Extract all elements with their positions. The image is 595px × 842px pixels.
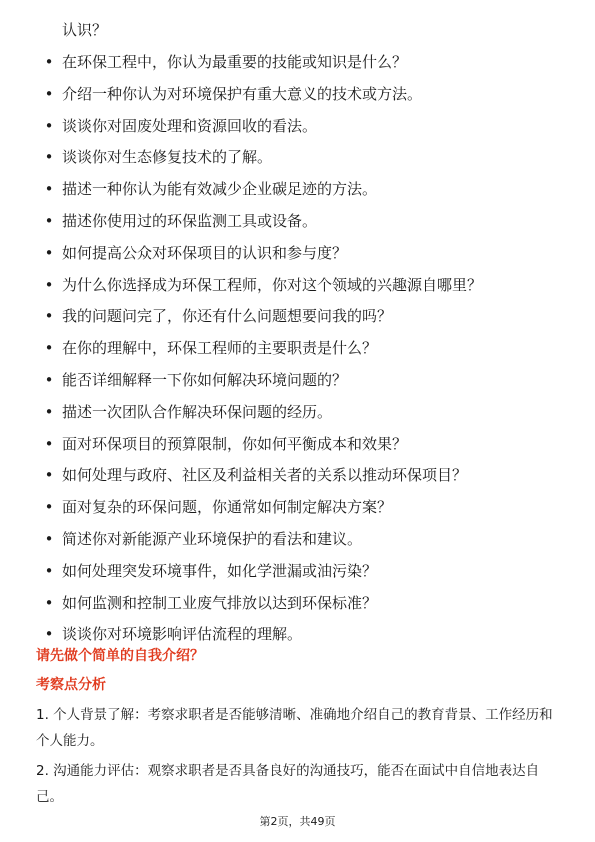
bullet-icon: •: [44, 625, 54, 644]
list-item: [0, 561, 595, 593]
bullet-icon: •: [44, 84, 54, 103]
question-text: 能否详细解释一下你如何解决环境问题的？: [62, 370, 348, 389]
list-item: [0, 434, 595, 466]
bullet-icon: •: [44, 307, 54, 326]
bullet-icon: •: [44, 402, 54, 421]
list-item: [0, 402, 595, 434]
question-text: 面对复杂的环保问题，你通常如何制定解决方案？: [62, 498, 393, 517]
question-text: 如何处理与政府、社区及利益相关者的关系以推动环保项目？: [62, 466, 468, 485]
list-item: [0, 306, 595, 338]
analysis-point: 1. 个人背景了解：考察求职者是否能够清晰、准确地介绍自己的教育背景、工作经历和个人能力。: [36, 707, 553, 749]
question-text: 谈谈你对固废处理和资源回收的看法。: [62, 116, 318, 135]
bullet-icon: •: [44, 148, 54, 167]
list-item: [0, 116, 595, 148]
question-text: 如何提高公众对环保项目的认识和参与度？: [62, 243, 348, 262]
list-item: [0, 84, 595, 116]
question-text: 描述一次团队合作解决环保问题的经历。: [62, 402, 333, 421]
analysis-point: 2. 沟通能力评估：观察求职者是否具备良好的沟通技巧，能否在面试中自信地表达自己。: [36, 763, 540, 805]
analysis-heading: 考察点分析: [36, 677, 106, 693]
list-item: [0, 52, 595, 84]
continuation-text: 认识？: [62, 21, 108, 39]
list-item: [0, 147, 595, 179]
list-item: [0, 211, 595, 243]
list-item: [0, 593, 595, 625]
bullet-icon: •: [44, 498, 54, 517]
section-heading: 请先做个简单的自我介绍？: [36, 648, 204, 664]
bullet-icon: •: [44, 53, 54, 71]
question-text: 描述一种你认为能有效减少企业碳足迹的方法。: [62, 180, 378, 199]
question-text: 我的问题问完了，你还有什么问题想要问我的吗？: [62, 307, 393, 326]
bullet-icon: •: [44, 243, 54, 262]
list-item: [0, 179, 595, 211]
question-text: 描述你使用过的环保监测工具或设备。: [62, 211, 318, 230]
question-text: 如何监测和控制工业废气排放以达到环保标准？: [62, 593, 378, 612]
bullet-icon: •: [44, 466, 54, 485]
question-text: 谈谈你对环境影响评估流程的理解。: [62, 625, 303, 644]
list-item: [0, 529, 595, 561]
list-item: [0, 370, 595, 402]
bullet-icon: •: [44, 339, 54, 358]
bullet-icon: •: [44, 370, 54, 389]
question-text: 在你的理解中，环保工程师的主要职责是什么？: [62, 339, 378, 358]
question-text: 简述你对新能源产业环境保护的看法和建议。: [62, 529, 363, 548]
question-list: [0, 52, 595, 656]
bullet-icon: •: [44, 434, 54, 453]
question-text: 面对环保项目的预算限制，你如何平衡成本和效果？: [62, 434, 408, 453]
list-item: [0, 275, 595, 307]
question-text: 谈谈你对生态修复技术的了解。: [62, 148, 273, 167]
bullet-icon: •: [44, 561, 54, 580]
bullet-icon: •: [44, 593, 54, 612]
bullet-icon: •: [44, 180, 54, 199]
list-item: [0, 338, 595, 370]
question-text: 如何处理突发环境事件，如化学泄漏或油污染？: [62, 561, 378, 580]
question-text: 在环保工程中，你认为最重要的技能或知识是什么？: [62, 53, 408, 71]
bullet-icon: •: [44, 275, 54, 294]
page-footer: 第2页，共49页: [259, 815, 336, 828]
bullet-icon: •: [44, 211, 54, 230]
list-item: [0, 497, 595, 529]
list-item: [0, 243, 595, 275]
bullet-icon: •: [44, 529, 54, 548]
question-text: 为什么你选择成为环保工程师，你对这个领域的兴趣源自哪里？: [62, 275, 483, 294]
list-item: [0, 465, 595, 497]
bullet-icon: •: [44, 116, 54, 135]
question-text: 介绍一种你认为对环境保护有重大意义的技术或方法。: [62, 84, 423, 103]
